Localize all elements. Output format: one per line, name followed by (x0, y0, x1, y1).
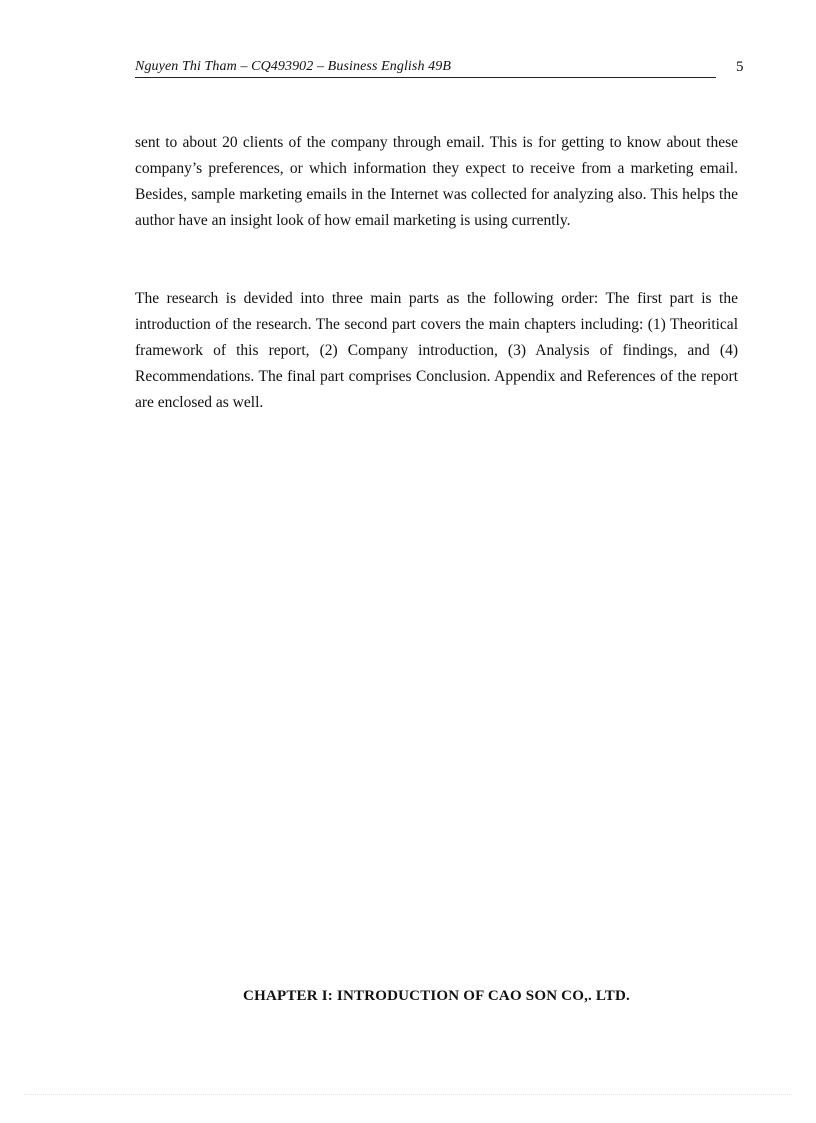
chapter-heading: CHAPTER I: INTRODUCTION OF CAO SON CO,. LTD. (243, 988, 630, 1004)
running-header-title: Nguyen Thi Tham – CQ493902 – Business English 49B (135, 59, 452, 74)
page-number: 5 (736, 59, 744, 75)
body-paragraph-2: The research is devided into three main parts as the following order: The first part is the introduction of the research. The second part covers the main chapters including: (1) Theoritical framework of this report, (2) Company introduction, (3) Analysis of findings, and (4) Recommendations. The final part comprises Conclusion. Appendix and References of the report are enclosed as well. (135, 290, 738, 411)
page-bottom-divider (24, 1094, 792, 1095)
body-paragraph-1: sent to about 20 clients of the company through email. This is for getting to know about these company’s preferences, or which information they expect to receive from a marketing email. Besides, sample marketing emails in the Internet was collected for analyzing also. This helps the author have an insight look of how email marketing is using currently. (135, 134, 738, 229)
page-header (135, 57, 716, 78)
